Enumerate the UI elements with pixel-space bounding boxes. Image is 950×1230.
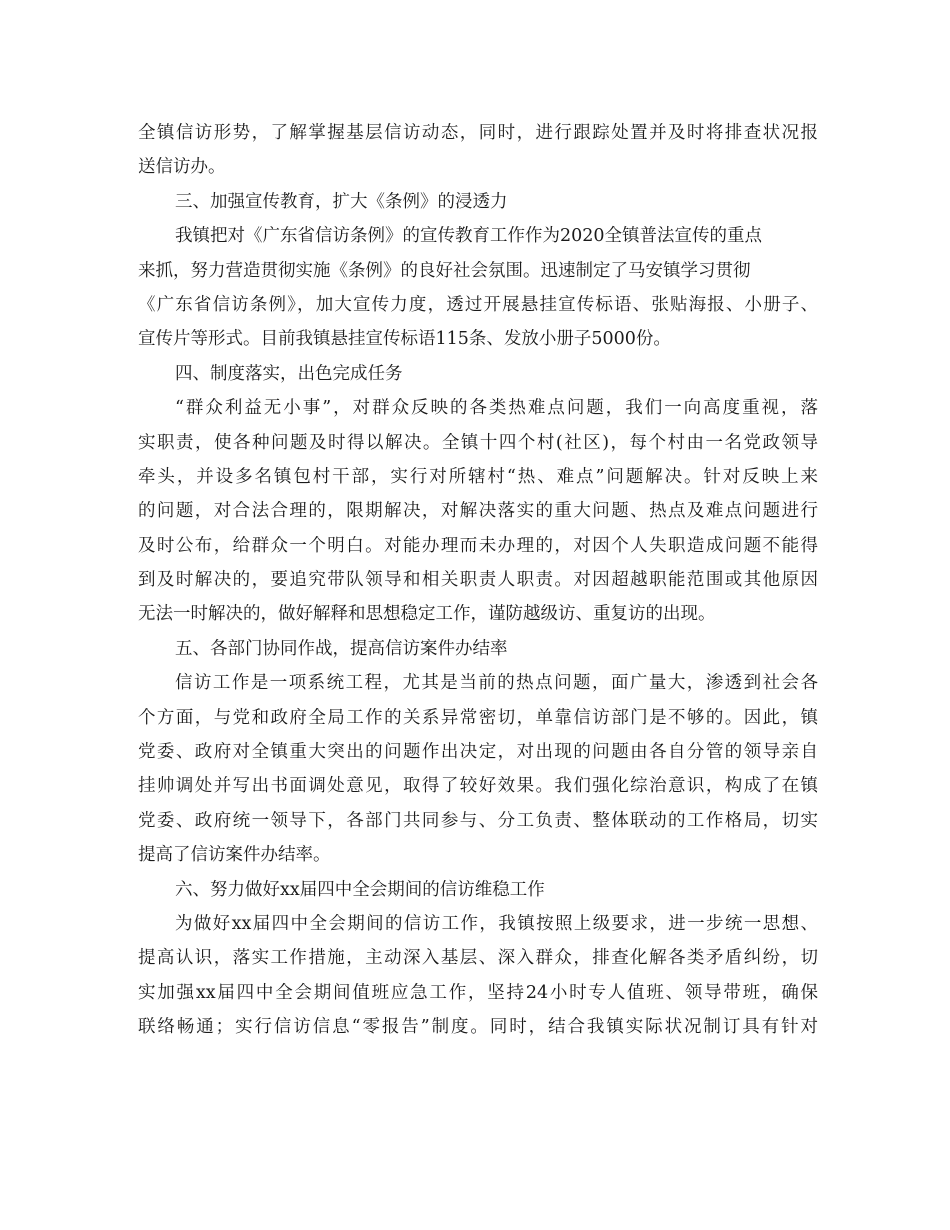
section-heading: 六、努力做好xx届四中全会期间的信访维稳工作 bbox=[175, 879, 545, 900]
paragraph-line: 送信访办。 bbox=[138, 157, 226, 178]
paragraph-line: 提高认识，落实工作措施，主动深入基层、深入群众，排查化解各类矛盾纠纷，切 bbox=[138, 948, 818, 969]
paragraph-line: 全镇信访形势，了解掌握基层信访动态，同时，进行跟踪处置并及时将排查状况报 bbox=[138, 123, 818, 143]
paragraph-line: 我镇把对《广东省信访条例》的宣传教育工作作为2020全镇普法宣传的重点 bbox=[175, 226, 763, 247]
paragraph-line: 宣传片等形式。目前我镇悬挂宣传标语115条、发放小册子5000份。 bbox=[138, 329, 671, 350]
section-heading: 五、各部门协同作战，提高信访案件办结率 bbox=[175, 638, 508, 659]
document-page bbox=[138, 116, 818, 1045]
paragraph-line: 联络畅通；实行信访信息“零报告”制度。同时，结合我镇实际状况制订具有针对 bbox=[138, 1017, 818, 1038]
section-heading: 四、制度落实，出色完成任务 bbox=[175, 363, 403, 384]
paragraph-line: 《广东省信访条例》，加大宣传力度，透过开展悬挂宣传标语、张贴海报、小册子、 bbox=[138, 294, 818, 315]
paragraph-line: 实加强xx届四中全会期间值班应急工作，坚持24小时专人值班、领导带班，确保 bbox=[138, 982, 818, 1003]
paragraph-line: 信访工作是一项系统工程，尤其是当前的热点问题，面广量大，渗透到社会各 bbox=[175, 673, 818, 694]
paragraph-line: 实职责，使各种问题及时得以解决。全镇十四个村(社区)，每个村由一名党政领导 bbox=[138, 432, 818, 453]
paragraph-line: 党委、政府统一领导下，各部门共同参与、分工负责、整体联动的工作格局，切实 bbox=[138, 810, 818, 831]
paragraph-line: 及时公布，给群众一个明白。对能办理而未办理的，对因个人失职造成问题不能得 bbox=[138, 535, 818, 556]
paragraph-line: 来抓，努力营造贯彻实施《条例》的良好社会氛围。迅速制定了马安镇学习贯彻 bbox=[138, 260, 751, 281]
paragraph-line: 个方面，与党和政府全局工作的关系异常密切，单靠信访部门是不够的。因此，镇 bbox=[138, 707, 818, 728]
paragraph-line: 党委、政府对全镇重大突出的问题作出决定，对出现的问题由各自分管的领导亲自 bbox=[138, 742, 818, 763]
paragraph-line: 提高了信访案件办结率。 bbox=[138, 845, 331, 866]
paragraph-line: 的问题，对合法合理的，限期解决，对解决落实的重大问题、热点及难点问题进行 bbox=[138, 501, 818, 522]
section-heading: 三、加强宣传教育，扩大《条例》的浸透力 bbox=[175, 191, 508, 212]
paragraph-line: “群众利益无小事”，对群众反映的各类热难点问题，我们一向高度重视，落 bbox=[175, 398, 818, 419]
paragraph-line: 到及时解决的，要追究带队领导和相关职责人职责。对因超越职能范围或其他原因 bbox=[138, 570, 818, 591]
paragraph-line: 无法一时解决的，做好解释和思想稳定工作，谨防越级访、重复访的出现。 bbox=[138, 604, 716, 625]
paragraph-line: 挂帅调处并写出书面调处意见，取得了较好效果。我们强化综治意识，构成了在镇 bbox=[138, 776, 818, 797]
paragraph-line: 牵头，并设多名镇包村干部，实行对所辖村“热、难点”问题解决。针对反映上来 bbox=[138, 466, 818, 487]
paragraph-line: 为做好xx届四中全会期间的信访工作，我镇按照上级要求，进一步统一思想、 bbox=[175, 913, 818, 934]
